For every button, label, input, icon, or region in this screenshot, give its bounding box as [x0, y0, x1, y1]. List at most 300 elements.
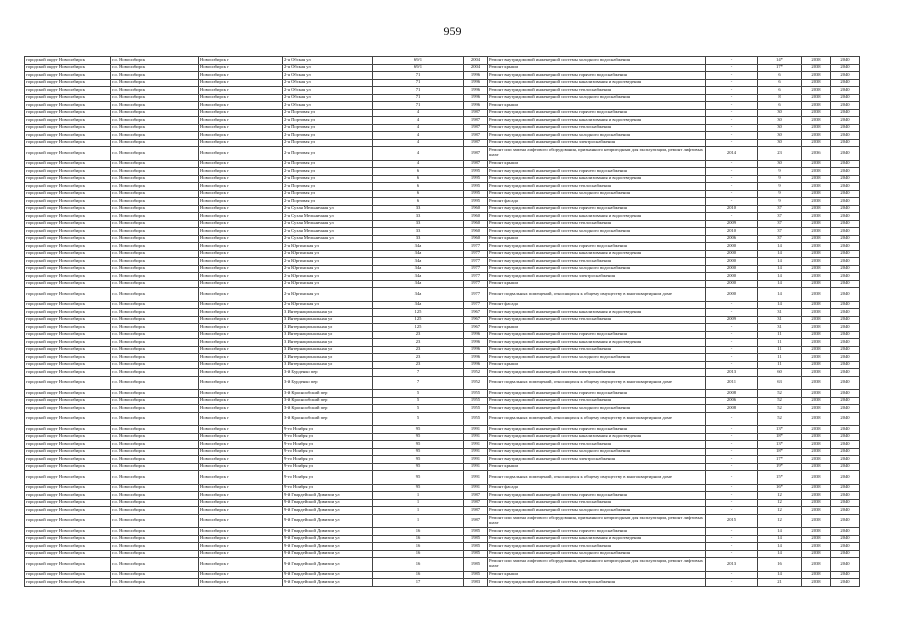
- start-year-cell: 2038: [802, 102, 831, 110]
- start-year-cell: 2038: [802, 280, 831, 288]
- district-cell: городской округ Новосибирск: [25, 160, 111, 168]
- table-row: [25, 213, 860, 221]
- last-repair-year-cell: -: [706, 448, 758, 456]
- district-cell: городской округ Новосибирск: [25, 309, 111, 317]
- city-cell: Новосибирск г: [199, 543, 283, 551]
- work-type-cell: Ремонт внутридомовой инженерной системы теплоснабжения: [488, 316, 706, 324]
- end-year-cell: 2040: [831, 579, 860, 587]
- city-cell: Новосибирск г: [199, 571, 283, 579]
- municipality-cell: г.о. Новосибирск: [111, 102, 199, 110]
- end-year-cell: 2040: [831, 94, 860, 102]
- house-cell: 95: [373, 463, 464, 471]
- table-row: [25, 499, 860, 507]
- last-repair-year-cell: 2006: [706, 397, 758, 405]
- municipality-cell: г.о. Новосибирск: [111, 57, 199, 65]
- table-row: [25, 228, 860, 236]
- work-type-cell: Ремонт внутридомовой инженерной системы горячего водоснабжения: [488, 168, 706, 176]
- house-cell: 33: [373, 220, 464, 228]
- city-cell: Новосибирск г: [199, 471, 283, 485]
- street-cell: 3 Интернациональная ул: [283, 361, 373, 369]
- end-year-cell: 2040: [831, 72, 860, 80]
- end-year-cell: 2040: [831, 484, 860, 492]
- city-cell: Новосибирск г: [199, 117, 283, 125]
- year-built-cell: 1991: [464, 456, 488, 464]
- work-type-cell: Ремонт подвальных помещений, относящихся к общему имуществу в многоквартирном доме: [488, 376, 706, 390]
- district-cell: городской округ Новосибирск: [25, 132, 111, 140]
- municipality-cell: г.о. Новосибирск: [111, 109, 199, 117]
- last-repair-year-cell: -: [706, 456, 758, 464]
- city-cell: Новосибирск г: [199, 213, 283, 221]
- house-cell: 16: [373, 528, 464, 536]
- year-built-cell: 1991: [464, 471, 488, 485]
- table-row: [25, 316, 860, 324]
- house-cell: 125: [373, 324, 464, 332]
- city-cell: Новосибирск г: [199, 535, 283, 543]
- city-cell: Новосибирск г: [199, 390, 283, 398]
- table-row: [25, 448, 860, 456]
- work-type-cell: Ремонт внутридомовой инженерной системы теплоснабжения: [488, 397, 706, 405]
- year-built-cell: 1985: [464, 535, 488, 543]
- wear-cell: 63: [758, 376, 802, 390]
- table-row: [25, 109, 860, 117]
- city-cell: Новосибирск г: [199, 72, 283, 80]
- house-cell: 4: [373, 139, 464, 147]
- end-year-cell: 2040: [831, 258, 860, 266]
- table-row: [25, 441, 860, 449]
- street-cell: 9-й Гвардейской Дивизии ул: [283, 579, 373, 587]
- last-repair-year-cell: 2000: [706, 265, 758, 273]
- wear-cell: 18*: [758, 433, 802, 441]
- end-year-cell: 2040: [831, 528, 860, 536]
- end-year-cell: 2040: [831, 456, 860, 464]
- start-year-cell: 2038: [802, 79, 831, 87]
- work-type-cell: Ремонт внутридомовой инженерной системы холодного водоснабжения: [488, 228, 706, 236]
- street-cell: 2-я Юргинская ул: [283, 280, 373, 288]
- table-row: [25, 463, 860, 471]
- start-year-cell: 2038: [802, 124, 831, 132]
- city-cell: Новосибирск г: [199, 64, 283, 72]
- city-cell: Новосибирск г: [199, 426, 283, 434]
- district-cell: городской округ Новосибирск: [25, 369, 111, 377]
- street-cell: 3 Интернациональная ул: [283, 354, 373, 362]
- municipality-cell: г.о. Новосибирск: [111, 79, 199, 87]
- city-cell: Новосибирск г: [199, 346, 283, 354]
- municipality-cell: г.о. Новосибирск: [111, 168, 199, 176]
- wear-cell: 30: [758, 160, 802, 168]
- city-cell: Новосибирск г: [199, 339, 283, 347]
- last-repair-year-cell: -: [706, 94, 758, 102]
- wear-cell: 52: [758, 412, 802, 426]
- house-cell: 6: [373, 175, 464, 183]
- wear-cell: 21: [758, 579, 802, 587]
- city-cell: Новосибирск г: [199, 147, 283, 161]
- street-cell: 2-я Сухая Мельничная ул: [283, 213, 373, 221]
- district-cell: городской округ Новосибирск: [25, 579, 111, 587]
- start-year-cell: 2038: [802, 339, 831, 347]
- wear-cell: 12: [758, 514, 802, 528]
- table-row: [25, 484, 860, 492]
- year-built-cell: 1995: [464, 183, 488, 191]
- street-cell: 9-го Ноября ул: [283, 426, 373, 434]
- work-type-cell: Ремонт фасада: [488, 484, 706, 492]
- table-row: [25, 369, 860, 377]
- end-year-cell: 2040: [831, 535, 860, 543]
- work-type-cell: Ремонт внутридомовой инженерной системы канализования и водоотведения: [488, 339, 706, 347]
- house-cell: 34а: [373, 273, 464, 281]
- table-row: [25, 324, 860, 332]
- end-year-cell: 2040: [831, 550, 860, 558]
- end-year-cell: 2040: [831, 235, 860, 243]
- house-cell: 5: [373, 397, 464, 405]
- city-cell: Новосибирск г: [199, 463, 283, 471]
- district-cell: городской округ Новосибирск: [25, 301, 111, 309]
- house-cell: 34а: [373, 301, 464, 309]
- district-cell: городской округ Новосибирск: [25, 265, 111, 273]
- page-number: 959: [443, 24, 462, 38]
- work-type-cell: Ремонт внутридомовой инженерной системы канализования и водоотведения: [488, 117, 706, 125]
- end-year-cell: 2040: [831, 220, 860, 228]
- street-cell: 9-й Гвардейской Дивизии ул: [283, 558, 373, 572]
- work-type-cell: Ремонт или замена лифтового оборудования, признанного непригодным для эксплуатации, ремонт лифтовых шахт: [488, 558, 706, 572]
- municipality-cell: г.о. Новосибирск: [111, 376, 199, 390]
- year-built-cell: 1987: [464, 160, 488, 168]
- last-repair-year-cell: -: [706, 57, 758, 65]
- year-built-cell: 1985: [464, 528, 488, 536]
- municipality-cell: г.о. Новосибирск: [111, 175, 199, 183]
- wear-cell: 11: [758, 346, 802, 354]
- work-type-cell: Ремонт внутридомовой инженерной системы холодного водоснабжения: [488, 405, 706, 413]
- year-built-cell: 1955: [464, 412, 488, 426]
- last-repair-year-cell: 2006: [706, 235, 758, 243]
- year-built-cell: 1960: [464, 220, 488, 228]
- municipality-cell: г.о. Новосибирск: [111, 228, 199, 236]
- last-repair-year-cell: 2008: [706, 405, 758, 413]
- district-cell: городской округ Новосибирск: [25, 183, 111, 191]
- table-row: [25, 147, 860, 161]
- district-cell: городской округ Новосибирск: [25, 57, 111, 65]
- last-repair-year-cell: 2009: [706, 220, 758, 228]
- municipality-cell: г.о. Новосибирск: [111, 132, 199, 140]
- work-type-cell: Ремонт внутридомовой инженерной системы холодного водоснабжения: [488, 57, 706, 65]
- district-cell: городской округ Новосибирск: [25, 441, 111, 449]
- year-built-cell: 1987: [464, 109, 488, 117]
- street-cell: 9-го Ноября ул: [283, 463, 373, 471]
- start-year-cell: 2038: [802, 426, 831, 434]
- last-repair-year-cell: -: [706, 535, 758, 543]
- year-built-cell: 1996: [464, 94, 488, 102]
- year-built-cell: 1985: [464, 558, 488, 572]
- street-cell: 3 Интернациональная ул: [283, 346, 373, 354]
- wear-cell: 8: [758, 94, 802, 102]
- year-built-cell: 1996: [464, 102, 488, 110]
- year-built-cell: 1996: [464, 79, 488, 87]
- street-cell: 2-я Юргинская ул: [283, 265, 373, 273]
- municipality-cell: г.о. Новосибирск: [111, 543, 199, 551]
- wear-cell: 31: [758, 309, 802, 317]
- start-year-cell: 2038: [802, 117, 831, 125]
- district-cell: городской округ Новосибирск: [25, 484, 111, 492]
- wear-cell: 19*: [758, 463, 802, 471]
- work-type-cell: Ремонт внутридомовой инженерной системы горячего водоснабжения: [488, 205, 706, 213]
- table-row: [25, 198, 860, 206]
- street-cell: 9-й Гвардейской Дивизии ул: [283, 528, 373, 536]
- end-year-cell: 2040: [831, 543, 860, 551]
- district-cell: городской округ Новосибирск: [25, 550, 111, 558]
- house-cell: 5: [373, 405, 464, 413]
- work-type-cell: Ремонт внутридомовой инженерной системы канализования и водоотведения: [488, 250, 706, 258]
- street-cell: 9-го Ноября ул: [283, 484, 373, 492]
- start-year-cell: 2038: [802, 288, 831, 302]
- work-type-cell: Ремонт внутридомовой инженерной системы теплоснабжения: [488, 220, 706, 228]
- last-repair-year-cell: -: [706, 198, 758, 206]
- end-year-cell: 2040: [831, 117, 860, 125]
- city-cell: Новосибирск г: [199, 288, 283, 302]
- last-repair-year-cell: -: [706, 301, 758, 309]
- wear-cell: 52: [758, 397, 802, 405]
- house-cell: 16: [373, 558, 464, 572]
- end-year-cell: 2040: [831, 354, 860, 362]
- wear-cell: 17*: [758, 64, 802, 72]
- house-cell: 23: [373, 354, 464, 362]
- start-year-cell: 2038: [802, 250, 831, 258]
- city-cell: Новосибирск г: [199, 280, 283, 288]
- district-cell: городской округ Новосибирск: [25, 346, 111, 354]
- street-cell: 2-я Портовая ул: [283, 168, 373, 176]
- wear-cell: 14: [758, 528, 802, 536]
- municipality-cell: г.о. Новосибирск: [111, 213, 199, 221]
- end-year-cell: 2040: [831, 463, 860, 471]
- municipality-cell: г.о. Новосибирск: [111, 139, 199, 147]
- last-repair-year-cell: 2000: [706, 258, 758, 266]
- end-year-cell: 2040: [831, 160, 860, 168]
- end-year-cell: 2040: [831, 331, 860, 339]
- table-row: [25, 456, 860, 464]
- wear-cell: 18*: [758, 448, 802, 456]
- start-year-cell: 2038: [802, 87, 831, 95]
- house-cell: 16: [373, 571, 464, 579]
- end-year-cell: 2040: [831, 426, 860, 434]
- municipality-cell: г.о. Новосибирск: [111, 339, 199, 347]
- municipality-cell: г.о. Новосибирск: [111, 198, 199, 206]
- year-built-cell: 2004: [464, 57, 488, 65]
- table-row: [25, 57, 860, 65]
- house-cell: 7: [373, 376, 464, 390]
- start-year-cell: 2038: [802, 109, 831, 117]
- wear-cell: 9: [758, 198, 802, 206]
- last-repair-year-cell: 2013: [706, 558, 758, 572]
- start-year-cell: 2038: [802, 301, 831, 309]
- district-cell: городской округ Новосибирск: [25, 316, 111, 324]
- last-repair-year-cell: -: [706, 550, 758, 558]
- district-cell: городской округ Новосибирск: [25, 535, 111, 543]
- municipality-cell: г.о. Новосибирск: [111, 258, 199, 266]
- year-built-cell: 1960: [464, 228, 488, 236]
- house-cell: 34а: [373, 243, 464, 251]
- work-type-cell: Ремонт внутридомовой инженерной системы канализования и водоотведения: [488, 535, 706, 543]
- house-cell: 95: [373, 426, 464, 434]
- wear-cell: 14: [758, 301, 802, 309]
- street-cell: 2-я Портовая ул: [283, 175, 373, 183]
- table-row: [25, 405, 860, 413]
- city-cell: Новосибирск г: [199, 376, 283, 390]
- municipality-cell: г.о. Новосибирск: [111, 160, 199, 168]
- table-row: [25, 94, 860, 102]
- table-row: [25, 492, 860, 500]
- start-year-cell: 2038: [802, 235, 831, 243]
- end-year-cell: 2040: [831, 139, 860, 147]
- street-cell: 9-й Гвардейской Дивизии ул: [283, 535, 373, 543]
- year-built-cell: 1996: [464, 87, 488, 95]
- table-row: [25, 346, 860, 354]
- last-repair-year-cell: 2014: [706, 147, 758, 161]
- work-type-cell: Ремонт внутридомовой инженерной системы холодного водоснабжения: [488, 132, 706, 140]
- municipality-cell: г.о. Новосибирск: [111, 412, 199, 426]
- street-cell: 2-я Юргинская ул: [283, 258, 373, 266]
- table-row: [25, 168, 860, 176]
- wear-cell: 14: [758, 265, 802, 273]
- start-year-cell: 2038: [802, 456, 831, 464]
- last-repair-year-cell: -: [706, 139, 758, 147]
- table-row: [25, 243, 860, 251]
- work-type-cell: Ремонт внутридомовой инженерной системы теплоснабжения: [488, 346, 706, 354]
- end-year-cell: 2040: [831, 301, 860, 309]
- municipality-cell: г.о. Новосибирск: [111, 361, 199, 369]
- start-year-cell: 2038: [802, 463, 831, 471]
- year-built-cell: 1977: [464, 265, 488, 273]
- start-year-cell: 2038: [802, 139, 831, 147]
- table-row: [25, 258, 860, 266]
- street-cell: 2-я Портовая ул: [283, 183, 373, 191]
- city-cell: Новосибирск г: [199, 331, 283, 339]
- municipality-cell: г.о. Новосибирск: [111, 441, 199, 449]
- work-type-cell: Ремонт крыши: [488, 235, 706, 243]
- start-year-cell: 2038: [802, 405, 831, 413]
- house-cell: 4: [373, 109, 464, 117]
- end-year-cell: 2040: [831, 361, 860, 369]
- last-repair-year-cell: -: [706, 499, 758, 507]
- city-cell: Новосибирск г: [199, 205, 283, 213]
- work-type-cell: Ремонт внутридомовой инженерной системы холодного водоснабжения: [488, 448, 706, 456]
- year-built-cell: 1960: [464, 235, 488, 243]
- year-built-cell: 1977: [464, 301, 488, 309]
- year-built-cell: 1985: [464, 550, 488, 558]
- year-built-cell: 1995: [464, 175, 488, 183]
- end-year-cell: 2040: [831, 243, 860, 251]
- work-type-cell: Ремонт внутридомовой инженерной системы холодного водоснабжения: [488, 94, 706, 102]
- wear-cell: 14: [758, 258, 802, 266]
- house-cell: 69/1: [373, 64, 464, 72]
- work-type-cell: Ремонт внутридомовой инженерной системы электроснабжения: [488, 579, 706, 587]
- year-built-cell: 1991: [464, 433, 488, 441]
- wear-cell: 14: [758, 273, 802, 281]
- year-built-cell: 1967: [464, 316, 488, 324]
- end-year-cell: 2040: [831, 558, 860, 572]
- district-cell: городской округ Новосибирск: [25, 448, 111, 456]
- work-type-cell: Ремонт внутридомовой инженерной системы холодного водоснабжения: [488, 190, 706, 198]
- start-year-cell: 2038: [802, 213, 831, 221]
- house-cell: 17: [373, 579, 464, 587]
- street-cell: 2-я Портовая ул: [283, 109, 373, 117]
- work-type-cell: Ремонт внутридомовой инженерной системы горячего водоснабжения: [488, 528, 706, 536]
- street-cell: 2-я Обская ул: [283, 72, 373, 80]
- city-cell: Новосибирск г: [199, 175, 283, 183]
- house-cell: 4: [373, 124, 464, 132]
- house-cell: 71: [373, 102, 464, 110]
- year-built-cell: 1991: [464, 448, 488, 456]
- municipality-cell: г.о. Новосибирск: [111, 205, 199, 213]
- district-cell: городской округ Новосибирск: [25, 220, 111, 228]
- end-year-cell: 2040: [831, 280, 860, 288]
- table-row: [25, 139, 860, 147]
- street-cell: 3 Интернациональная ул: [283, 309, 373, 317]
- capital-repair-table: [24, 56, 860, 587]
- house-cell: 6: [373, 198, 464, 206]
- municipality-cell: г.о. Новосибирск: [111, 183, 199, 191]
- work-type-cell: Ремонт внутридомовой инженерной системы электроснабжения: [488, 273, 706, 281]
- street-cell: 2-я Юргинская ул: [283, 288, 373, 302]
- work-type-cell: Ремонт фасада: [488, 301, 706, 309]
- table-row: [25, 205, 860, 213]
- start-year-cell: 2038: [802, 190, 831, 198]
- house-cell: 1: [373, 499, 464, 507]
- last-repair-year-cell: -: [706, 492, 758, 500]
- wear-cell: 14: [758, 280, 802, 288]
- street-cell: 2-я Портовая ул: [283, 132, 373, 140]
- work-type-cell: Ремонт внутридомовой инженерной системы теплоснабжения: [488, 543, 706, 551]
- street-cell: 2-я Портовая ул: [283, 160, 373, 168]
- work-type-cell: Ремонт внутридомовой инженерной системы горячего водоснабжения: [488, 109, 706, 117]
- district-cell: городской округ Новосибирск: [25, 243, 111, 251]
- end-year-cell: 2040: [831, 390, 860, 398]
- house-cell: 1: [373, 492, 464, 500]
- municipality-cell: г.о. Новосибирск: [111, 72, 199, 80]
- wear-cell: 52: [758, 390, 802, 398]
- city-cell: Новосибирск г: [199, 499, 283, 507]
- street-cell: 9-го Ноября ул: [283, 441, 373, 449]
- district-cell: городской округ Новосибирск: [25, 205, 111, 213]
- district-cell: городской округ Новосибирск: [25, 250, 111, 258]
- house-cell: 33: [373, 228, 464, 236]
- house-cell: 23: [373, 339, 464, 347]
- end-year-cell: 2040: [831, 213, 860, 221]
- wear-cell: 11: [758, 331, 802, 339]
- table-row: [25, 265, 860, 273]
- end-year-cell: 2040: [831, 492, 860, 500]
- wear-cell: 17*: [758, 456, 802, 464]
- end-year-cell: 2040: [831, 79, 860, 87]
- wear-cell: 14: [758, 550, 802, 558]
- municipality-cell: г.о. Новосибирск: [111, 124, 199, 132]
- street-cell: 3-й Бурденко пер: [283, 376, 373, 390]
- last-repair-year-cell: -: [706, 79, 758, 87]
- table-row: [25, 288, 860, 302]
- wear-cell: 11: [758, 354, 802, 362]
- year-built-cell: 1991: [464, 441, 488, 449]
- last-repair-year-cell: -: [706, 102, 758, 110]
- wear-cell: 37: [758, 213, 802, 221]
- year-built-cell: 1996: [464, 72, 488, 80]
- street-cell: 2-я Портовая ул: [283, 198, 373, 206]
- start-year-cell: 2038: [802, 132, 831, 140]
- end-year-cell: 2040: [831, 190, 860, 198]
- work-type-cell: Ремонт или замена лифтового оборудования, признанного непригодным для эксплуатации, ремонт лифтовых шахт: [488, 147, 706, 161]
- wear-cell: 52: [758, 405, 802, 413]
- house-cell: 23: [373, 361, 464, 369]
- city-cell: Новосибирск г: [199, 369, 283, 377]
- street-cell: 2-я Сухая Мельничная ул: [283, 235, 373, 243]
- street-cell: 9-й Гвардейской Дивизии ул: [283, 492, 373, 500]
- house-cell: 16: [373, 535, 464, 543]
